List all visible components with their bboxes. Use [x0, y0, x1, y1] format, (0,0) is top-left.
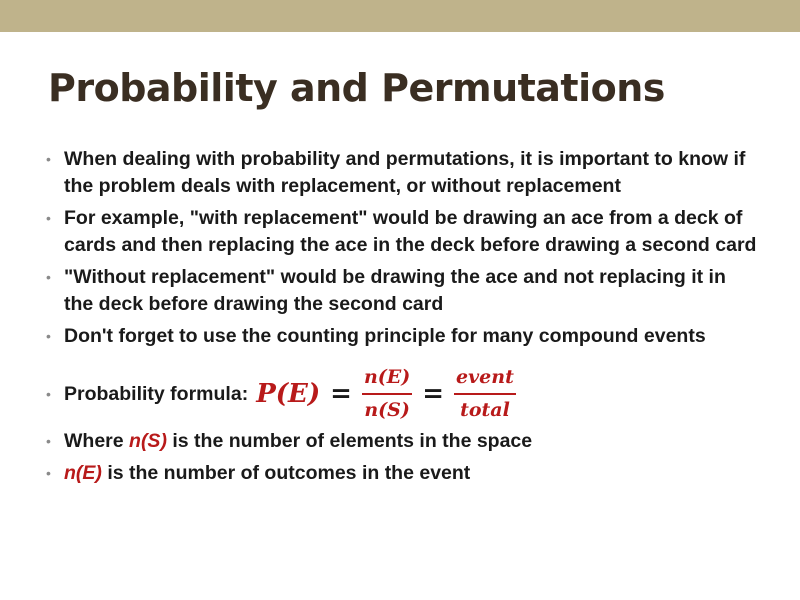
bullet-item: [40, 146, 760, 200]
bullet-text: Don't forget to use the counting principle for many compound events: [64, 325, 706, 347]
probability-formula: [256, 364, 516, 424]
bullet-text: "Without replacement" would be drawing the ace and not replacing it in the deck before drawing the second card: [64, 266, 726, 315]
slide-title: Probability and Permutations: [48, 66, 665, 110]
formula-equals: =: [422, 378, 445, 409]
fraction-counts: [362, 364, 412, 424]
fraction-numerator: n(E): [362, 364, 412, 395]
fraction-denominator: total: [460, 399, 510, 421]
ne-text: is the number of outcomes in the event: [107, 462, 471, 484]
bullet-text: When dealing with probability and permutations, it is important to know if the problem deals with replacement, or without replacement: [64, 148, 746, 197]
where-prefix: Where: [64, 430, 124, 452]
bullet-item: [40, 205, 760, 259]
bullet-item: [40, 264, 760, 318]
bullet-dot-icon: •: [46, 328, 51, 344]
fraction-numerator: event: [454, 364, 516, 395]
bullet-item: [40, 428, 760, 455]
fraction-words: [454, 364, 516, 424]
where-text: is the number of elements in the space: [172, 430, 533, 452]
bullet-dot-icon: •: [46, 151, 51, 167]
formula-bullet: [40, 364, 760, 424]
bullet-dot-icon: •: [46, 210, 51, 226]
bullet-text: For example, "with replacement" would be drawing an ace from a deck of cards and then replacing the ace in the deck before drawing a second card: [64, 207, 757, 256]
formula-row: [64, 364, 760, 424]
formula-lhs: P(E): [256, 378, 321, 409]
formula-equals: =: [330, 378, 352, 409]
bullet-dot-icon: •: [46, 269, 51, 285]
top-accent-bar: [0, 0, 800, 32]
bullet-dot-icon: •: [46, 386, 51, 402]
bullet-dot-icon: •: [46, 465, 51, 481]
bullet-item: [40, 460, 760, 487]
fraction-denominator: n(S): [364, 399, 410, 421]
formula-label: Probability formula:: [64, 382, 249, 405]
bullet-item: [40, 323, 760, 350]
bullet-list: [40, 146, 760, 492]
bullet-dot-icon: •: [46, 433, 51, 449]
ne-symbol: n(E): [64, 462, 102, 484]
ns-symbol: n(S): [129, 430, 167, 452]
